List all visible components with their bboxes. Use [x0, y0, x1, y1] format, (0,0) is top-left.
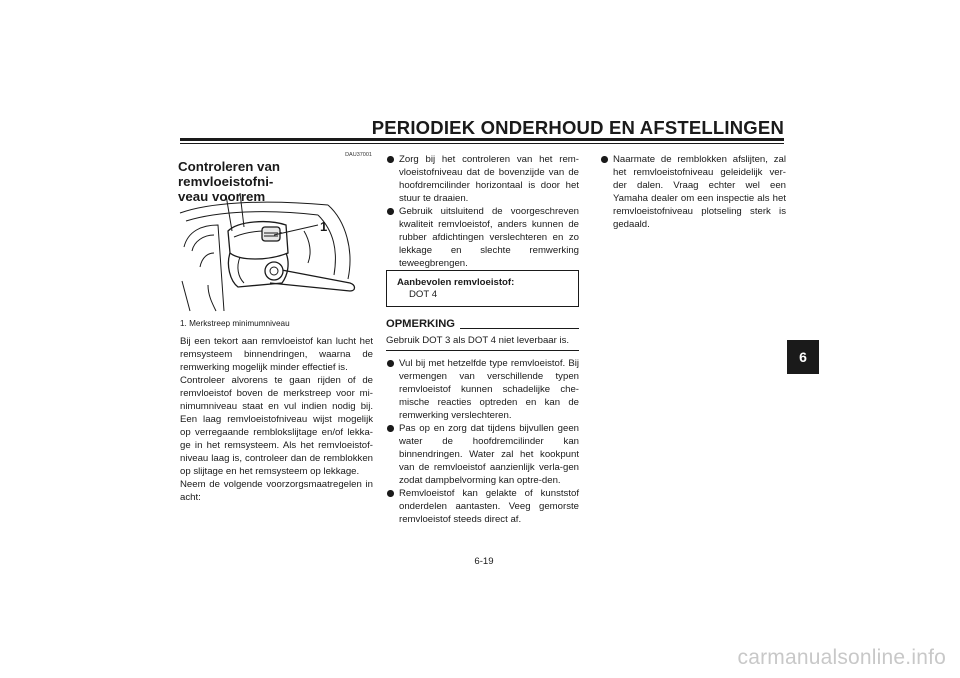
paragraph-1: Bij een tekort aan remvloeistof kan lucht het remsysteem binnendringen, waarna de remwerking mogelijk minder effectief is. — [180, 336, 373, 373]
header-rule-thick — [180, 138, 784, 141]
paragraph-3: Neem de volgende voorzorgsmaatregelen in acht: — [180, 479, 373, 503]
header-rule-thin — [180, 143, 784, 144]
note-bottom-rule — [386, 350, 579, 351]
column-2-bottom — [386, 357, 579, 526]
bullet-item: Remvloeistof kan gelakte of kunststof onderdelen aantasten. Veeg gemorste remvloeistof steeds direct af. — [386, 487, 579, 526]
note-heading — [386, 318, 579, 332]
page-header-title: PERIODIEK ONDERHOUD EN AFSTELLINGEN — [371, 117, 784, 138]
section-title-text: Controleren van remvloeistofni- veau voorrem — [178, 159, 280, 204]
chapter-tab: 6 — [787, 340, 819, 374]
bullet-item: Gebruik uitsluitend de voorgeschreven kwaliteit remvloeistof, anders kunnen de rubber afdichtingen verslechteren en zo lekkage en slechte remwerking teweegbrengen. — [386, 205, 579, 270]
bullet-item: Zorg bij het controleren van het rem-vloeistofniveau dat de bovenzijde van de hoofdremcilinder horizontaal is door het stuur te draaien. — [386, 153, 579, 205]
figure-callout-number: 1 — [320, 219, 328, 234]
brake-reservoir-figure — [178, 191, 374, 314]
note-heading-rule — [460, 328, 579, 329]
watermark: carmanualsonline.info — [737, 646, 946, 669]
bullet-item: Vul bij met hetzelfde type remvloeistof. Bij vermengen van verschillende typen remvloeistof kunnen schadelijke che-mische reacties optreden en kan de remwerking verslechteren. — [386, 357, 579, 422]
column-3 — [600, 153, 786, 231]
note-label: OPMERKING — [386, 318, 455, 330]
figure-caption: 1. Merkstreep minimumniveau — [180, 319, 290, 328]
column-2-top — [386, 153, 579, 270]
spec-title: Aanbevolen remvloeistof: — [397, 277, 515, 288]
spec-value: DOT 4 — [409, 289, 438, 300]
brake-reservoir-illustration — [178, 191, 374, 314]
section-code: DAU37001 — [345, 152, 372, 158]
spec-box — [386, 270, 579, 307]
note-text: Gebruik DOT 3 als DOT 4 niet leverbaar is. — [386, 335, 570, 346]
bullet-item: Pas op en zorg dat tijdens bijvullen geen water de hoofdremcilinder kan binnendringen. Water zal het kookpunt van de remvloeistof aanzienlijk verla-gen zodat dampbelvorming kan optre-den. — [386, 422, 579, 487]
paragraph-2: Controleer alvorens te gaan rijden of de remvloeistof boven de merkstreep voor mi-nimumniveau staat en vul indien nodig bij. Een laag remvloeistofniveau wijst mogelijk op verregaande remblokslijtage en/of lekka-ge in het remsysteem. Als het remvloeistof-niveau laag is, controleer dan de remblokken op slijtage en het remsysteem op lekkage. — [180, 375, 373, 477]
bullet-item: Naarmate de remblokken afslijten, zal het remvloeistofniveau geleidelijk ver-der dalen. Vraag echter wel een Yamaha dealer om een inspectie als het remvloeistofniveau plotseling sterk is gedaald. — [600, 153, 786, 231]
column-1 — [180, 335, 373, 504]
page-number: 6-19 — [474, 556, 494, 567]
